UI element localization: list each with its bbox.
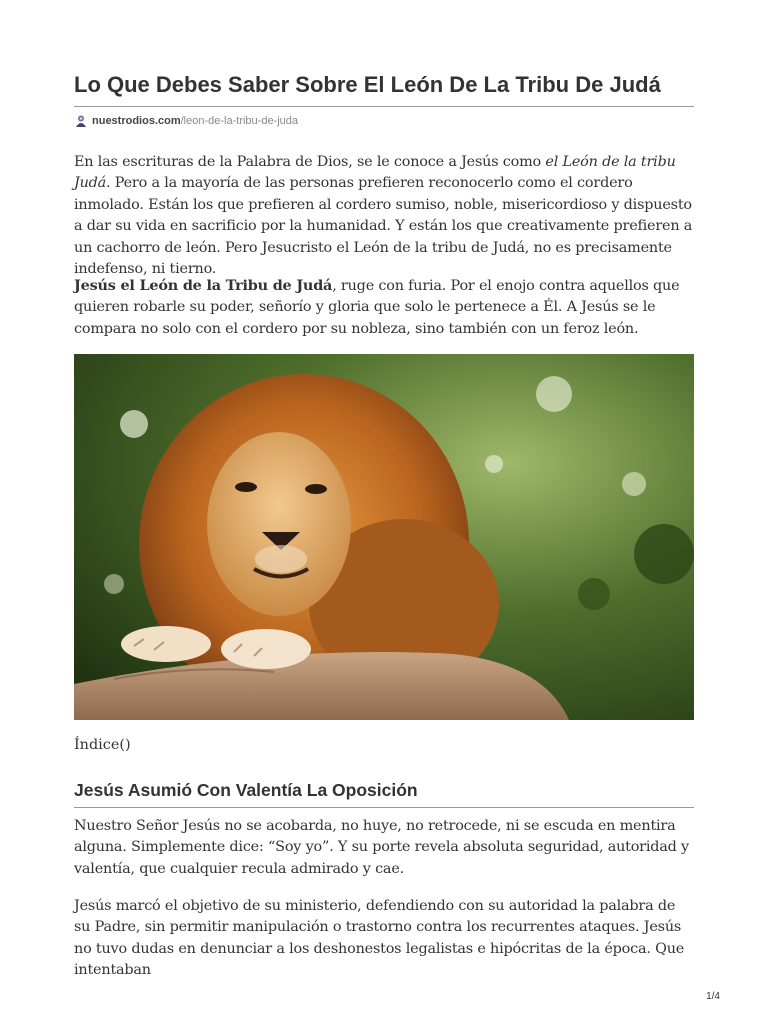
svg-text:.: .	[684, 358, 686, 364]
site-favicon-icon	[74, 114, 88, 128]
section-divider	[74, 807, 694, 808]
source-domain[interactable]: nuestrodios.com	[92, 115, 181, 127]
page-number: 1/4	[706, 991, 720, 1002]
source-url[interactable]	[74, 112, 298, 130]
source-path[interactable]: /leon-de-la-tribu-de-juda	[180, 115, 299, 127]
lion-image	[74, 354, 694, 720]
section-paragraph-2: Jesús marcó el objetivo de su ministerio, defendiendo con su autoridad la palabra de su Padre, sin permitir manipulación o trastorno contra los recurrentes ataques. Jesús no tuvo dudas en denunciar a los deshonestos legalistas e hipócritas de la época. Que intentaban	[74, 898, 685, 979]
intro-paragraph-1: En las escrituras de la Palabra de Dios, se le conoce a Jesús como el León de la tribu Judá. Pero a la mayoría de las personas prefieren reconocerlo como el cordero inmolado. Están los que prefieren al cordero sumiso, noble, misericordioso y dispuesto a dar su vida en sacrificio por la humanidad. Y están los que creativamente prefieren a un cachorro de león. Pero Jesucristo el León de la tribu de Judá, no es precisamente indefenso, ni tierno.	[74, 154, 693, 278]
section-paragraph-1: Nuestro Señor Jesús no se acobarda, no huye, no retrocede, ni se escuda en mentira alguna. Simplemente dice: “Soy yo”. Y su porte revela absoluta seguridad, autoridad y valentía, que cualquier recula admirado y cae.	[74, 818, 689, 877]
title-divider	[74, 106, 694, 107]
bold-jesus-leon: Jesús el León de la Tribu de Judá	[74, 277, 333, 294]
intro-paragraph-2: Jesús el León de la Tribu de Judá, ruge con furia. Por el enojo contra aquellos que quieren robarle su poder, señorío y gloria que solo le pertenece a Él. A Jesús se le compara no solo con el cordero por su nobleza, sino también con un feroz león.	[74, 277, 680, 337]
table-of-contents-toggle[interactable]: Índice()	[74, 737, 131, 753]
emphasis-leon-tribu: el León de la tribu Judá	[74, 154, 676, 192]
article-title: Lo Que Debes Saber Sobre El León De La Tribu De Judá	[74, 72, 661, 97]
section-heading: Jesús Asumió Con Valentía La Oposición	[74, 780, 418, 800]
